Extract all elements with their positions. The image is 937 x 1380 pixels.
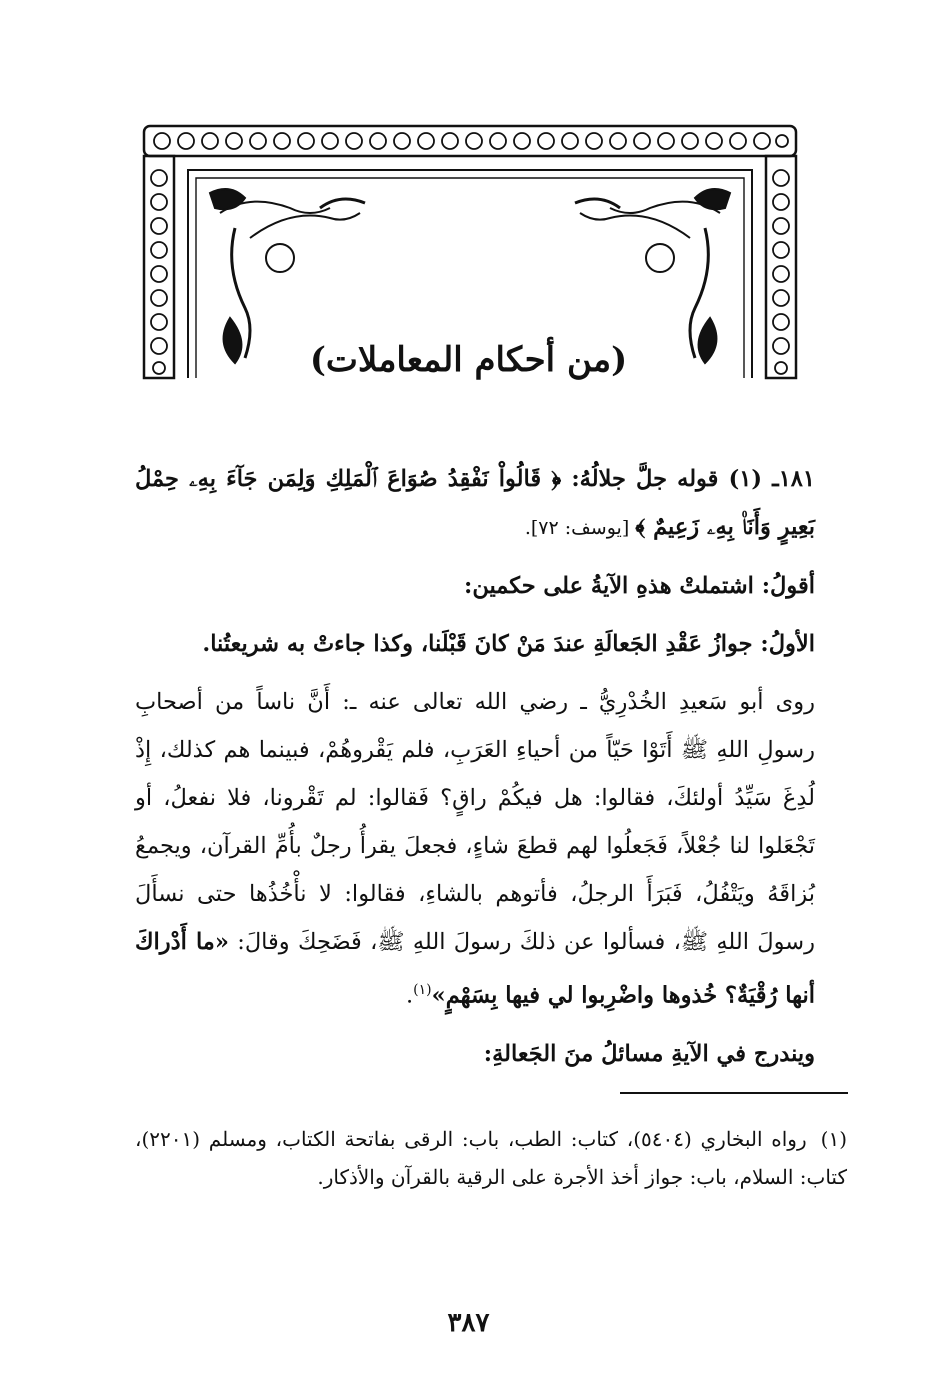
paragraph-first-ruling: الأولُ: جوازُ عَقْدِ الجَعالَةِ عندَ مَنْ كانَ قَبْلَنا، وكذا جاءتْ به شريعتُنا. — [202, 631, 815, 657]
paragraph-hadith — [135, 678, 815, 1020]
verse-intro: ١٨١ـ (١) قوله جلَّ جلالُهُ: — [561, 466, 815, 492]
paragraph-verse — [135, 455, 815, 552]
hadith-quote: «ما أَدْراكَ أنها رُقْيَةٌ؟ خُذوها واضْرِبوا لي فيها بِسَهْمٍ» — [135, 929, 815, 1009]
floral-corner-left — [210, 189, 365, 363]
quran-verse: ﴿ قَالُواْ نَفْقِدُ صُوَاعَ ٱلْمَلِكِ وَلِمَن جَآءَ بِهِۦ حِمْلُ بَعِيرٍ وَأَنَا۠ بِهِۦ زَعِيمٌ ﴾ — [135, 466, 815, 540]
footnote-number: (١) — [820, 1127, 847, 1151]
hadith-end: . — [406, 982, 414, 1009]
main-text — [135, 455, 815, 1088]
verse-reference: [يوسف: ٧٢]. — [524, 517, 636, 539]
page-title: (من أحكام المعاملات) — [309, 340, 628, 380]
footnote-divider — [620, 1092, 848, 1094]
hadith-text: روى أبو سَعيدِ الخُدْرِيُّ ـ رضي الله تعالى عنه ـ: أَنَّ ناساً من أصحابِ رسولِ اللهِ ﷺ أَتَوْا حَيّاً من أحياءِ العَرَبِ، فلم يَقْروهُمْ، فبينما هم كذلك، إِذْ لُدِغَ سَيِّدُ أولئكَ، فقالوا: هل فيكُمْ راقٍ؟ فَقالوا: لم تَقْرونا، فلا نفعلُ، أو تَجْعَلوا لنا جُعْلاً، فَجَعلُوا لهم قطعَ شاءٍ، فجعلَ يقرأُ رجلٌ بأُمِّ القرآن، ويجمعُ بُزاقَهُ ويَتْفُلُ، فَبَرَأَ الرجلُ، فأتوهم بالشاءِ، فقالوا: لا نأْخُذُها حتى نسأَلَ رسولَ اللهِ ﷺ، فسألوا عن ذلكَ رسولَ اللهِ ﷺ، فَضَحِكَ وقالَ: — [135, 689, 815, 955]
paragraph-statement: أقولُ: اشتملتْ هذهِ الآيةُ على حكمين: — [464, 573, 815, 599]
paragraph-issues: ويندرج في الآيةِ مسائلُ منَ الجَعالةِ: — [483, 1040, 815, 1067]
footnote-marker[interactable]: (١) — [413, 982, 432, 998]
chain-ornament — [154, 133, 788, 149]
footnote — [135, 1120, 847, 1196]
page-number: ٣٨٧ — [447, 1308, 490, 1338]
footnote-text: رواه البخاري (٥٤٠٤)، كتاب: الطب، باب: الرقى بفاتحة الكتاب، ومسلم (٢٢٠١)، كتاب: السلام، باب: جواز أخذ الأجرة على الرقية بالقرآن والأذكار. — [135, 1127, 847, 1189]
floral-corner-right — [575, 189, 730, 363]
